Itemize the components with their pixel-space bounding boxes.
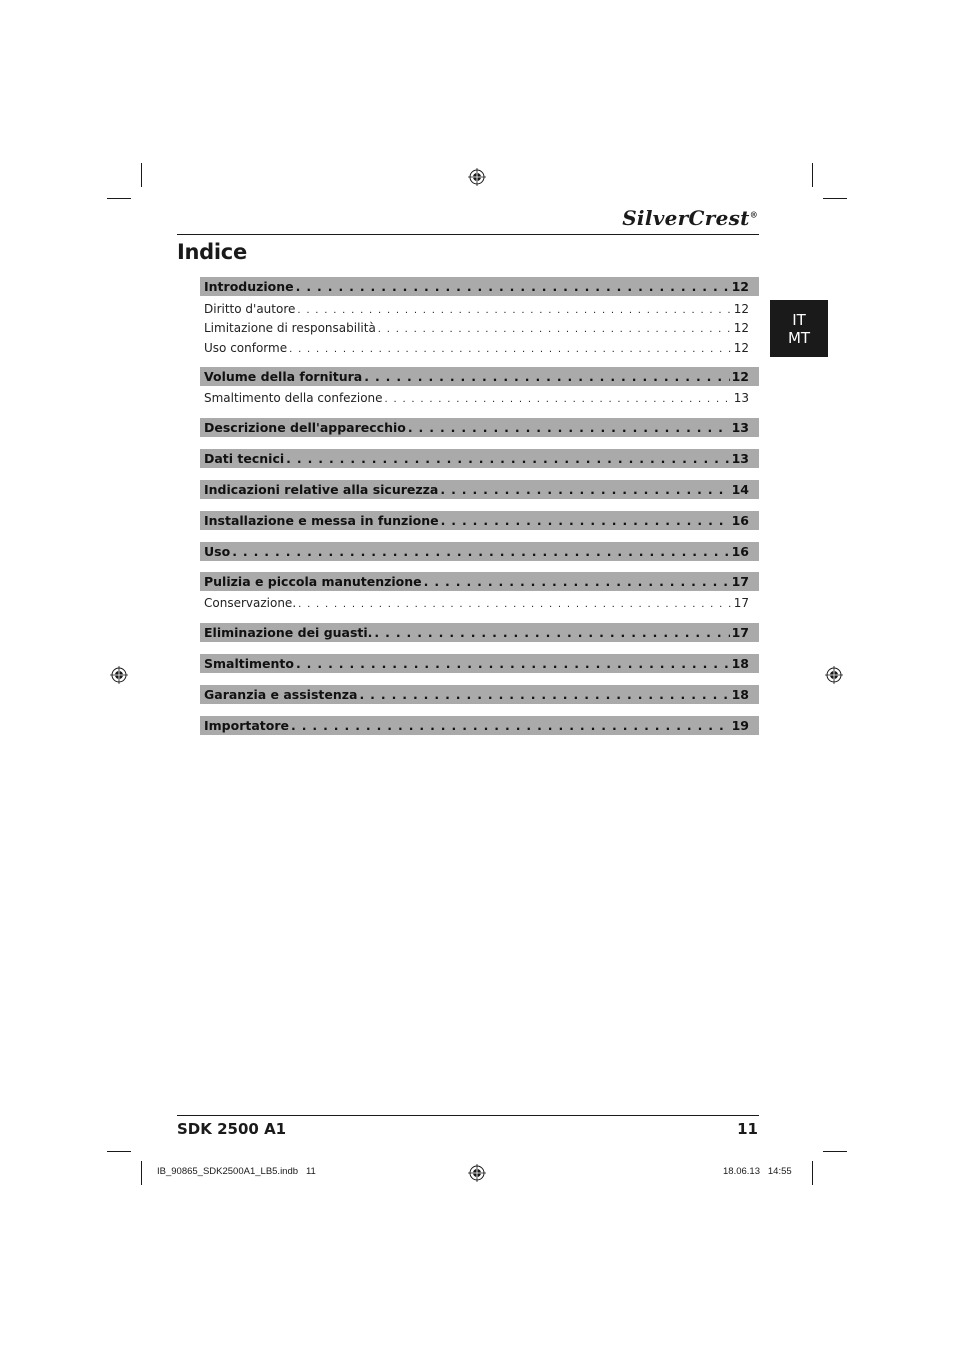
toc-page: 12 — [733, 302, 749, 316]
toc-entry[interactable] — [200, 623, 759, 642]
toc-title: Smaltimento — [204, 656, 294, 671]
crop-mark — [823, 1151, 847, 1152]
toc-leader — [232, 542, 729, 561]
language-code-mt: MT — [787, 328, 811, 347]
registration-mark-icon — [468, 168, 486, 186]
toc-title: Volume della fornitura — [204, 369, 363, 384]
toc-leader — [441, 511, 730, 530]
toc-page: 12 — [733, 341, 749, 355]
toc-entry[interactable] — [200, 542, 759, 561]
registration-mark-icon — [110, 666, 128, 684]
toc-leader — [289, 339, 732, 357]
registration-mark-icon — [468, 1164, 486, 1182]
toc-title: Garanzia e assistenza — [204, 687, 358, 702]
toc-leader — [296, 654, 730, 673]
toc-leader — [364, 367, 729, 386]
toc-title: Importatore — [204, 718, 289, 733]
brand-name: SilverCrest — [622, 206, 750, 230]
toc-title: Limitazione di responsabilità — [204, 321, 376, 335]
toc-page: 12 — [731, 369, 749, 384]
toc-page: 14 — [731, 482, 749, 497]
header-rule — [177, 234, 759, 235]
toc-leader — [291, 716, 730, 735]
model-number: SDK 2500 A1 — [177, 1120, 287, 1138]
toc-title: Indicazioni relative alla sicurezza — [204, 482, 439, 497]
toc-title: Dati tecnici — [204, 451, 285, 466]
crop-mark — [141, 163, 142, 187]
page-title: Indice — [177, 240, 247, 264]
toc-title: Installazione e messa in funzione — [204, 513, 439, 528]
toc-page: 16 — [731, 544, 749, 559]
crop-mark — [812, 163, 813, 187]
toc-page: 17 — [731, 574, 749, 589]
toc-entry[interactable] — [200, 511, 759, 530]
toc-title: Descrizione dell'apparecchio — [204, 420, 406, 435]
toc-entry[interactable] — [200, 339, 759, 357]
toc-entry[interactable] — [200, 480, 759, 499]
toc-title: Diritto d'autore — [204, 302, 296, 316]
toc-leader — [440, 480, 729, 499]
toc-leader — [374, 623, 729, 642]
toc-page: 13 — [731, 451, 749, 466]
toc-page: 12 — [733, 321, 749, 335]
toc-title: Uso conforme — [204, 341, 288, 355]
registered-mark: ® — [749, 209, 758, 220]
toc-entry[interactable] — [200, 300, 759, 318]
toc-entry[interactable] — [200, 418, 759, 437]
crop-mark — [812, 1161, 813, 1185]
toc-leader — [296, 277, 730, 296]
toc-title: Eliminazione dei guasti. — [204, 625, 373, 640]
toc-entry[interactable] — [200, 572, 759, 591]
toc-leader — [424, 572, 730, 591]
toc-page: 19 — [731, 718, 749, 733]
language-tab — [770, 300, 828, 357]
toc-page: 13 — [731, 420, 749, 435]
toc-entry[interactable] — [200, 654, 759, 673]
crop-mark — [107, 1151, 131, 1152]
toc-page: 18 — [731, 656, 749, 671]
toc-title: Smaltimento della confezione — [204, 391, 383, 405]
footer-rule — [177, 1115, 759, 1116]
slug-file-info: IB_90865_SDK2500A1_LB5.indb 11 — [157, 1166, 316, 1177]
toc-leader — [359, 685, 729, 704]
toc-entry[interactable] — [200, 716, 759, 735]
registration-mark-icon — [825, 666, 843, 684]
page-number: 11 — [737, 1120, 758, 1138]
toc-entry[interactable] — [200, 685, 759, 704]
toc-title: Conservazione. — [204, 596, 297, 610]
toc-entry[interactable] — [200, 277, 759, 296]
toc-leader — [378, 319, 732, 337]
toc-leader — [298, 594, 732, 612]
toc-entry[interactable] — [200, 319, 759, 337]
toc-entry[interactable] — [200, 367, 759, 386]
toc-entry[interactable] — [200, 594, 759, 612]
toc-entry[interactable] — [200, 389, 759, 407]
toc-page: 13 — [733, 391, 749, 405]
crop-mark — [823, 198, 847, 199]
toc-page: 17 — [731, 625, 749, 640]
crop-mark — [107, 198, 131, 199]
language-code-it: IT — [792, 310, 806, 329]
toc-leader — [286, 449, 729, 468]
toc-page: 18 — [731, 687, 749, 702]
toc-leader — [385, 389, 732, 407]
toc-leader — [297, 300, 731, 318]
toc-page: 16 — [731, 513, 749, 528]
toc-page: 17 — [733, 596, 749, 610]
toc-page: 12 — [731, 279, 749, 294]
slug-datetime: 18.06.13 14:55 — [723, 1166, 792, 1177]
toc-title: Uso — [204, 544, 231, 559]
toc-title: Pulizia e piccola manutenzione — [204, 574, 422, 589]
crop-mark — [141, 1161, 142, 1185]
brand-logo — [608, 206, 758, 234]
toc-leader — [408, 418, 730, 437]
toc-title: Introduzione — [204, 279, 294, 294]
toc-entry[interactable] — [200, 449, 759, 468]
